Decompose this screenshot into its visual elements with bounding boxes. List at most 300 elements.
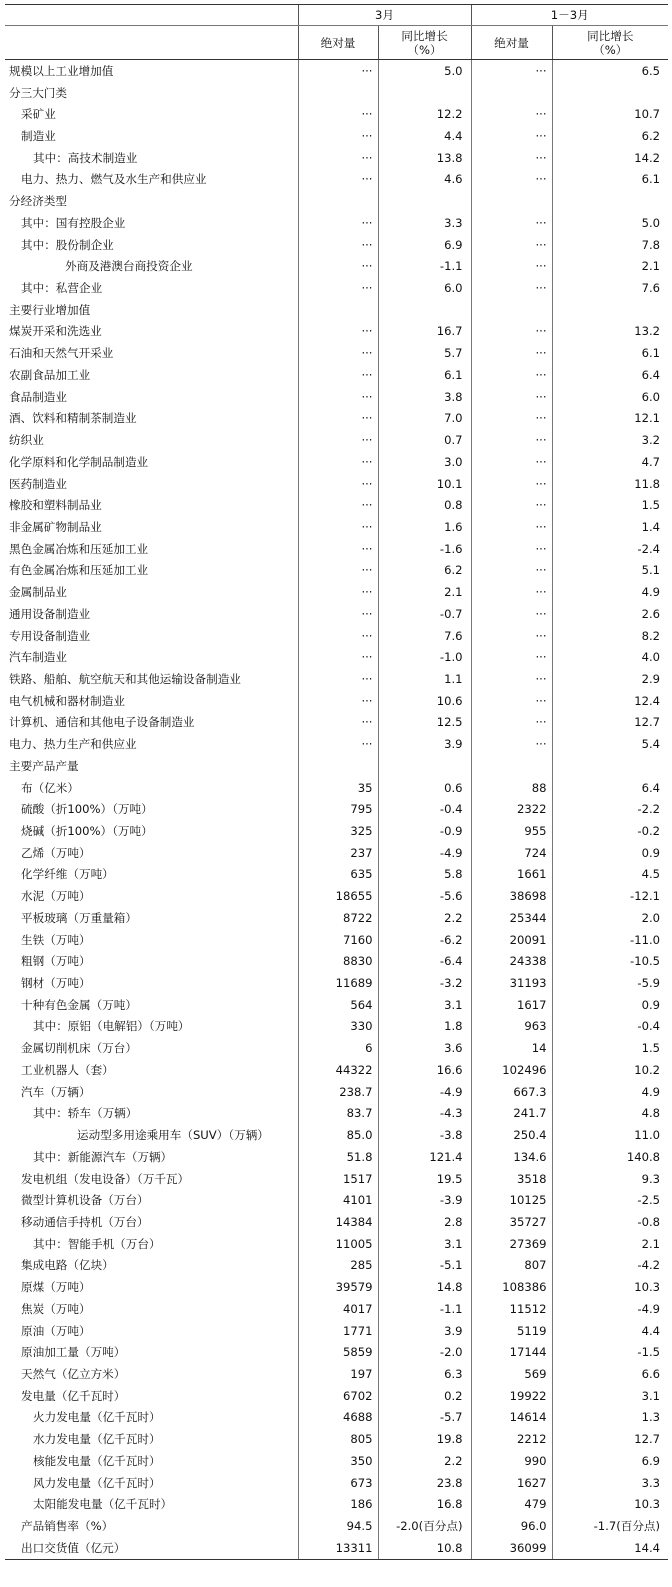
q1-growth: 7.6 bbox=[552, 277, 668, 299]
q1-growth: 0.9 bbox=[552, 842, 668, 864]
month-growth: -3.2 bbox=[378, 972, 471, 994]
row-label: 分三大门类 bbox=[9, 85, 67, 100]
q1-growth: -4.9 bbox=[552, 1298, 668, 1320]
q1-growth: -12.1 bbox=[552, 885, 668, 907]
q1-absolute: 1661 bbox=[471, 864, 552, 886]
row-label: 电力、热力、燃气及水生产和供应业 bbox=[21, 172, 207, 187]
q1-absolute: ··· bbox=[471, 668, 552, 690]
row-label: 酒、饮料和精制茶制造业 bbox=[9, 411, 137, 426]
q1-growth: -1.7(百分点) bbox=[552, 1515, 668, 1537]
row-label: 原煤（万吨） bbox=[21, 1280, 91, 1295]
month-absolute: ··· bbox=[298, 60, 378, 82]
table-row bbox=[5, 603, 668, 625]
q1-growth: 12.4 bbox=[552, 690, 668, 712]
header-month-abs: 绝对量 bbox=[298, 26, 378, 60]
month-growth: 6.2 bbox=[378, 560, 471, 582]
month-growth: 0.7 bbox=[378, 429, 471, 451]
q1-absolute: 2322 bbox=[471, 798, 552, 820]
q1-growth: 2.1 bbox=[552, 1233, 668, 1255]
month-growth: -4.3 bbox=[378, 1103, 471, 1125]
row-label: 烧碱（折100%）（万吨） bbox=[21, 824, 153, 839]
month-absolute: 44322 bbox=[298, 1059, 378, 1081]
table-row bbox=[5, 169, 668, 191]
month-growth: 7.0 bbox=[378, 408, 471, 430]
q1-growth bbox=[552, 190, 668, 212]
q1-absolute bbox=[471, 299, 552, 321]
q1-growth: 14.4 bbox=[552, 1537, 668, 1559]
month-absolute: ··· bbox=[298, 408, 378, 430]
month-growth: 16.7 bbox=[378, 321, 471, 343]
month-growth: 2.1 bbox=[378, 581, 471, 603]
table-row bbox=[5, 255, 668, 277]
month-growth: 6.3 bbox=[378, 1363, 471, 1385]
q1-growth: 13.2 bbox=[552, 321, 668, 343]
month-absolute: 18655 bbox=[298, 885, 378, 907]
q1-absolute: ··· bbox=[471, 147, 552, 169]
q1-growth: 7.8 bbox=[552, 234, 668, 256]
table-row bbox=[5, 798, 668, 820]
q1-absolute: 102496 bbox=[471, 1059, 552, 1081]
q1-growth: -0.2 bbox=[552, 820, 668, 842]
q1-absolute: ··· bbox=[471, 625, 552, 647]
growth-unit: （%） bbox=[407, 42, 442, 57]
row-label: 工业机器人（套） bbox=[21, 1062, 114, 1077]
month-absolute: 285 bbox=[298, 1255, 378, 1277]
table-row bbox=[5, 429, 668, 451]
month-growth: -4.9 bbox=[378, 842, 471, 864]
month-absolute: 85.0 bbox=[298, 1124, 378, 1146]
q1-growth: 4.4 bbox=[552, 1320, 668, 1342]
q1-growth: 6.9 bbox=[552, 1450, 668, 1472]
q1-absolute: 14 bbox=[471, 1037, 552, 1059]
month-absolute: 14384 bbox=[298, 1211, 378, 1233]
q1-absolute: ··· bbox=[471, 538, 552, 560]
month-growth: 3.6 bbox=[378, 1037, 471, 1059]
month-growth: 23.8 bbox=[378, 1472, 471, 1494]
table-row bbox=[5, 560, 668, 582]
row-label: 非金属矿物制品业 bbox=[9, 519, 102, 534]
month-growth: 6.9 bbox=[378, 234, 471, 256]
month-absolute bbox=[298, 190, 378, 212]
month-absolute bbox=[298, 299, 378, 321]
q1-absolute: ··· bbox=[471, 581, 552, 603]
q1-absolute: ··· bbox=[471, 364, 552, 386]
table-header bbox=[5, 5, 668, 60]
q1-absolute: ··· bbox=[471, 473, 552, 495]
table-row bbox=[5, 1537, 668, 1559]
table-row bbox=[5, 712, 668, 734]
month-absolute: 5859 bbox=[298, 1341, 378, 1363]
row-label: 汽车（万辆） bbox=[21, 1084, 91, 1099]
table-row bbox=[5, 1124, 668, 1146]
month-absolute: ··· bbox=[298, 103, 378, 125]
month-growth: 12.2 bbox=[378, 103, 471, 125]
month-absolute: ··· bbox=[298, 538, 378, 560]
month-absolute: 83.7 bbox=[298, 1103, 378, 1125]
month-growth: 3.1 bbox=[378, 994, 471, 1016]
table-row bbox=[5, 1168, 668, 1190]
q1-absolute: ··· bbox=[471, 255, 552, 277]
row-label: 运动型多用途乘用车（SUV）（万辆） bbox=[77, 1128, 269, 1143]
table-row bbox=[5, 190, 668, 212]
table-row bbox=[5, 1276, 668, 1298]
q1-growth: 4.7 bbox=[552, 451, 668, 473]
q1-growth: 3.2 bbox=[552, 429, 668, 451]
table-row bbox=[5, 451, 668, 473]
row-label: 出口交货值（亿元） bbox=[5, 1537, 298, 1559]
row-label: 发电机组（发电设备）（万千瓦） bbox=[21, 1171, 190, 1186]
month-growth: 1.6 bbox=[378, 516, 471, 538]
q1-growth: -11.0 bbox=[552, 929, 668, 951]
q1-growth: 14.2 bbox=[552, 147, 668, 169]
q1-absolute: 108386 bbox=[471, 1276, 552, 1298]
q1-growth: 12.7 bbox=[552, 712, 668, 734]
q1-absolute bbox=[471, 82, 552, 104]
q1-absolute: ··· bbox=[471, 169, 552, 191]
month-growth: -6.4 bbox=[378, 950, 471, 972]
month-growth: 2.2 bbox=[378, 907, 471, 929]
row-label: 风力发电量（亿千瓦时） bbox=[33, 1475, 161, 1490]
row-label: 规模以上工业增加值 bbox=[9, 63, 114, 78]
table-row bbox=[5, 212, 668, 234]
table-row bbox=[5, 494, 668, 516]
table-row bbox=[5, 668, 668, 690]
row-label: 平板玻璃（万重量箱） bbox=[21, 910, 137, 925]
q1-growth: 4.9 bbox=[552, 581, 668, 603]
row-label: 石油和天然气开采业 bbox=[9, 346, 114, 361]
month-absolute: ··· bbox=[298, 321, 378, 343]
q1-absolute: ··· bbox=[471, 125, 552, 147]
month-growth: -0.9 bbox=[378, 820, 471, 842]
q1-absolute: 5119 bbox=[471, 1320, 552, 1342]
table-row bbox=[5, 1407, 668, 1429]
month-absolute: ··· bbox=[298, 451, 378, 473]
month-growth: 19.8 bbox=[378, 1428, 471, 1450]
row-label: 汽车制造业 bbox=[9, 650, 67, 665]
row-label: 化学原料和化学制品制造业 bbox=[9, 454, 149, 469]
month-growth: -2.0 bbox=[378, 1341, 471, 1363]
table-row bbox=[5, 1472, 668, 1494]
row-label: 有色金属冶炼和压延加工业 bbox=[9, 563, 149, 578]
row-label: 橡胶和塑料制品业 bbox=[9, 498, 102, 513]
q1-absolute: 3518 bbox=[471, 1168, 552, 1190]
q1-absolute: ··· bbox=[471, 321, 552, 343]
month-growth: -3.8 bbox=[378, 1124, 471, 1146]
q1-growth: 140.8 bbox=[552, 1146, 668, 1168]
table-row bbox=[5, 1233, 668, 1255]
q1-growth: 5.4 bbox=[552, 733, 668, 755]
row-label: 布（亿米） bbox=[21, 780, 79, 795]
q1-absolute: ··· bbox=[471, 234, 552, 256]
table-row bbox=[5, 1493, 668, 1515]
q1-growth: 6.2 bbox=[552, 125, 668, 147]
q1-absolute: ··· bbox=[471, 712, 552, 734]
table-row bbox=[5, 907, 668, 929]
month-absolute: 13311 bbox=[298, 1537, 378, 1559]
q1-growth: -4.2 bbox=[552, 1255, 668, 1277]
q1-absolute: 807 bbox=[471, 1255, 552, 1277]
month-growth: 5.0 bbox=[378, 60, 471, 82]
month-absolute: ··· bbox=[298, 473, 378, 495]
q1-absolute: 38698 bbox=[471, 885, 552, 907]
growth-unit: （%） bbox=[593, 42, 628, 57]
month-absolute: 11005 bbox=[298, 1233, 378, 1255]
month-absolute: 11689 bbox=[298, 972, 378, 994]
table-row bbox=[5, 103, 668, 125]
q1-growth: 10.7 bbox=[552, 103, 668, 125]
q1-growth bbox=[552, 755, 668, 777]
month-growth: -2.0(百分点) bbox=[378, 1515, 471, 1537]
table-row bbox=[5, 842, 668, 864]
month-absolute: 8722 bbox=[298, 907, 378, 929]
row-label: 太阳能发电量（亿千瓦时） bbox=[33, 1497, 173, 1512]
row-label: 焦炭（万吨） bbox=[21, 1301, 91, 1316]
q1-absolute: 88 bbox=[471, 777, 552, 799]
month-absolute: 673 bbox=[298, 1472, 378, 1494]
q1-absolute: ··· bbox=[471, 408, 552, 430]
q1-growth: 6.6 bbox=[552, 1363, 668, 1385]
month-absolute: ··· bbox=[298, 212, 378, 234]
month-growth: 5.8 bbox=[378, 864, 471, 886]
table-row bbox=[5, 277, 668, 299]
month-growth: -5.7 bbox=[378, 1407, 471, 1429]
q1-absolute: ··· bbox=[471, 451, 552, 473]
q1-growth: 0.9 bbox=[552, 994, 668, 1016]
table-row bbox=[5, 1428, 668, 1450]
q1-absolute: 955 bbox=[471, 820, 552, 842]
row-label: 水泥（万吨） bbox=[21, 889, 91, 904]
month-growth: -1.1 bbox=[378, 1298, 471, 1320]
month-absolute: ··· bbox=[298, 516, 378, 538]
table-row bbox=[5, 646, 668, 668]
month-growth: 7.6 bbox=[378, 625, 471, 647]
q1-absolute: 31193 bbox=[471, 972, 552, 994]
month-absolute: 8830 bbox=[298, 950, 378, 972]
month-absolute: 237 bbox=[298, 842, 378, 864]
q1-absolute: ··· bbox=[471, 386, 552, 408]
row-label: 食品制造业 bbox=[9, 389, 67, 404]
q1-absolute: 24338 bbox=[471, 950, 552, 972]
q1-growth: 1.4 bbox=[552, 516, 668, 538]
table-row bbox=[5, 950, 668, 972]
month-growth: 6.0 bbox=[378, 277, 471, 299]
month-absolute bbox=[298, 755, 378, 777]
month-growth bbox=[378, 190, 471, 212]
month-absolute: ··· bbox=[298, 342, 378, 364]
row-label: 电力、热力生产和供应业 bbox=[9, 737, 137, 752]
month-growth bbox=[378, 82, 471, 104]
q1-absolute: ··· bbox=[471, 733, 552, 755]
month-growth: 1.8 bbox=[378, 1016, 471, 1038]
q1-absolute: ··· bbox=[471, 646, 552, 668]
row-label: 微型计算机设备（万台） bbox=[21, 1193, 149, 1208]
q1-growth: 1.5 bbox=[552, 1037, 668, 1059]
q1-growth: 5.1 bbox=[552, 560, 668, 582]
q1-absolute: ··· bbox=[471, 277, 552, 299]
row-label: 水力发电量（亿千瓦时） bbox=[33, 1432, 161, 1447]
q1-growth: 12.7 bbox=[552, 1428, 668, 1450]
table-row bbox=[5, 473, 668, 495]
header-q1-growth bbox=[552, 26, 668, 60]
month-absolute: 4688 bbox=[298, 1407, 378, 1429]
month-growth: -5.6 bbox=[378, 885, 471, 907]
month-absolute: 4017 bbox=[298, 1298, 378, 1320]
q1-absolute: 19922 bbox=[471, 1385, 552, 1407]
q1-growth: 10.3 bbox=[552, 1493, 668, 1515]
month-growth: 13.8 bbox=[378, 147, 471, 169]
month-growth: 3.3 bbox=[378, 212, 471, 234]
month-growth: -3.9 bbox=[378, 1189, 471, 1211]
month-absolute: ··· bbox=[298, 277, 378, 299]
q1-growth: 1.3 bbox=[552, 1407, 668, 1429]
table-row bbox=[5, 1298, 668, 1320]
q1-growth: -2.4 bbox=[552, 538, 668, 560]
table-row bbox=[5, 1515, 668, 1537]
month-absolute: ··· bbox=[298, 147, 378, 169]
month-growth: -0.4 bbox=[378, 798, 471, 820]
month-absolute: ··· bbox=[298, 386, 378, 408]
table-row bbox=[5, 408, 668, 430]
q1-growth: -1.5 bbox=[552, 1341, 668, 1363]
table-row bbox=[5, 625, 668, 647]
month-growth: 0.8 bbox=[378, 494, 471, 516]
table-row bbox=[5, 1146, 668, 1168]
table-row bbox=[5, 1255, 668, 1277]
q1-absolute: 1627 bbox=[471, 1472, 552, 1494]
month-absolute: ··· bbox=[298, 234, 378, 256]
month-absolute bbox=[298, 82, 378, 104]
q1-absolute: 990 bbox=[471, 1450, 552, 1472]
row-label: 硫酸（折100%）（万吨） bbox=[21, 802, 153, 817]
q1-absolute bbox=[471, 755, 552, 777]
q1-absolute: ··· bbox=[471, 429, 552, 451]
month-growth: -1.6 bbox=[378, 538, 471, 560]
header-month-growth bbox=[378, 26, 471, 60]
table-body bbox=[5, 60, 668, 1560]
table-row bbox=[5, 1385, 668, 1407]
q1-growth: 5.0 bbox=[552, 212, 668, 234]
month-growth: 4.6 bbox=[378, 169, 471, 191]
month-growth: 3.9 bbox=[378, 733, 471, 755]
month-growth: -6.2 bbox=[378, 929, 471, 951]
row-label: 采矿业 bbox=[21, 107, 56, 122]
month-absolute: ··· bbox=[298, 712, 378, 734]
row-label: 专用设备制造业 bbox=[9, 628, 91, 643]
month-absolute: ··· bbox=[298, 646, 378, 668]
month-growth: 14.8 bbox=[378, 1276, 471, 1298]
row-label: 十种有色金属（万吨） bbox=[21, 997, 137, 1012]
growth-label: 同比增长 bbox=[587, 28, 634, 43]
row-label: 外商及港澳台商投资企业 bbox=[65, 259, 193, 274]
q1-absolute: 2212 bbox=[471, 1428, 552, 1450]
month-absolute: ··· bbox=[298, 603, 378, 625]
month-growth: 3.0 bbox=[378, 451, 471, 473]
month-absolute: 4101 bbox=[298, 1189, 378, 1211]
row-label: 钢材（万吨） bbox=[21, 976, 91, 991]
month-absolute: ··· bbox=[298, 625, 378, 647]
month-absolute: 635 bbox=[298, 864, 378, 886]
header-month: 3月 bbox=[298, 5, 471, 26]
row-label: 天然气（亿立方米） bbox=[21, 1366, 126, 1381]
table-row bbox=[5, 690, 668, 712]
row-label: 原油（万吨） bbox=[21, 1323, 91, 1338]
q1-absolute bbox=[471, 190, 552, 212]
q1-growth: 4.9 bbox=[552, 1081, 668, 1103]
month-growth: 10.6 bbox=[378, 690, 471, 712]
table-row bbox=[5, 538, 668, 560]
table-row bbox=[5, 994, 668, 1016]
q1-growth: 2.9 bbox=[552, 668, 668, 690]
month-absolute: 186 bbox=[298, 1493, 378, 1515]
table-row bbox=[5, 1037, 668, 1059]
table-row bbox=[5, 1103, 668, 1125]
q1-growth: 6.0 bbox=[552, 386, 668, 408]
row-label: 制造业 bbox=[21, 129, 56, 144]
month-absolute: 350 bbox=[298, 1450, 378, 1472]
row-label: 原油加工量（万吨） bbox=[21, 1345, 126, 1360]
row-label: 发电量（亿千瓦时） bbox=[21, 1388, 126, 1403]
month-absolute: 7160 bbox=[298, 929, 378, 951]
table-row bbox=[5, 82, 668, 104]
table-row bbox=[5, 1081, 668, 1103]
month-growth: 2.2 bbox=[378, 1450, 471, 1472]
month-absolute: ··· bbox=[298, 255, 378, 277]
q1-absolute: 25344 bbox=[471, 907, 552, 929]
month-absolute: ··· bbox=[298, 560, 378, 582]
table-row bbox=[5, 1320, 668, 1342]
row-label: 其中：轿车（万辆） bbox=[33, 1106, 138, 1121]
month-absolute: 805 bbox=[298, 1428, 378, 1450]
table-row bbox=[5, 1016, 668, 1038]
q1-growth: 6.4 bbox=[552, 364, 668, 386]
month-growth: 3.8 bbox=[378, 386, 471, 408]
month-absolute: 51.8 bbox=[298, 1146, 378, 1168]
row-label: 产品销售率（%） bbox=[21, 1519, 114, 1534]
q1-absolute: ··· bbox=[471, 60, 552, 82]
q1-absolute: 667.3 bbox=[471, 1081, 552, 1103]
row-label: 其中：原铝（电解铝）（万吨） bbox=[33, 1019, 190, 1034]
row-label: 乙烯（万吨） bbox=[21, 845, 91, 860]
q1-absolute: ··· bbox=[471, 690, 552, 712]
q1-absolute: 241.7 bbox=[471, 1103, 552, 1125]
row-label: 其中：高技术制造业 bbox=[33, 150, 138, 165]
month-absolute: 564 bbox=[298, 994, 378, 1016]
q1-growth: 12.1 bbox=[552, 408, 668, 430]
month-growth: 10.1 bbox=[378, 473, 471, 495]
q1-growth: -2.5 bbox=[552, 1189, 668, 1211]
header-blank-cell bbox=[5, 26, 298, 60]
row-label: 主要产品产量 bbox=[9, 758, 79, 773]
row-label: 化学纤维（万吨） bbox=[21, 867, 114, 882]
row-label: 主要行业增加值 bbox=[9, 302, 91, 317]
table-row bbox=[5, 342, 668, 364]
month-absolute: ··· bbox=[298, 364, 378, 386]
q1-growth: 11.8 bbox=[552, 473, 668, 495]
month-growth: 121.4 bbox=[378, 1146, 471, 1168]
table-row bbox=[5, 1189, 668, 1211]
q1-growth: 2.0 bbox=[552, 907, 668, 929]
table-row bbox=[5, 755, 668, 777]
header-blank-cell bbox=[5, 5, 298, 26]
month-absolute: 238.7 bbox=[298, 1081, 378, 1103]
q1-growth: 9.3 bbox=[552, 1168, 668, 1190]
month-absolute: 39579 bbox=[298, 1276, 378, 1298]
row-label: 铁路、船舶、航空航天和其他运输设备制造业 bbox=[9, 671, 241, 686]
table-row bbox=[5, 386, 668, 408]
table-row bbox=[5, 929, 668, 951]
row-label: 其中：私营企业 bbox=[21, 281, 103, 296]
row-label: 分经济类型 bbox=[9, 194, 67, 209]
